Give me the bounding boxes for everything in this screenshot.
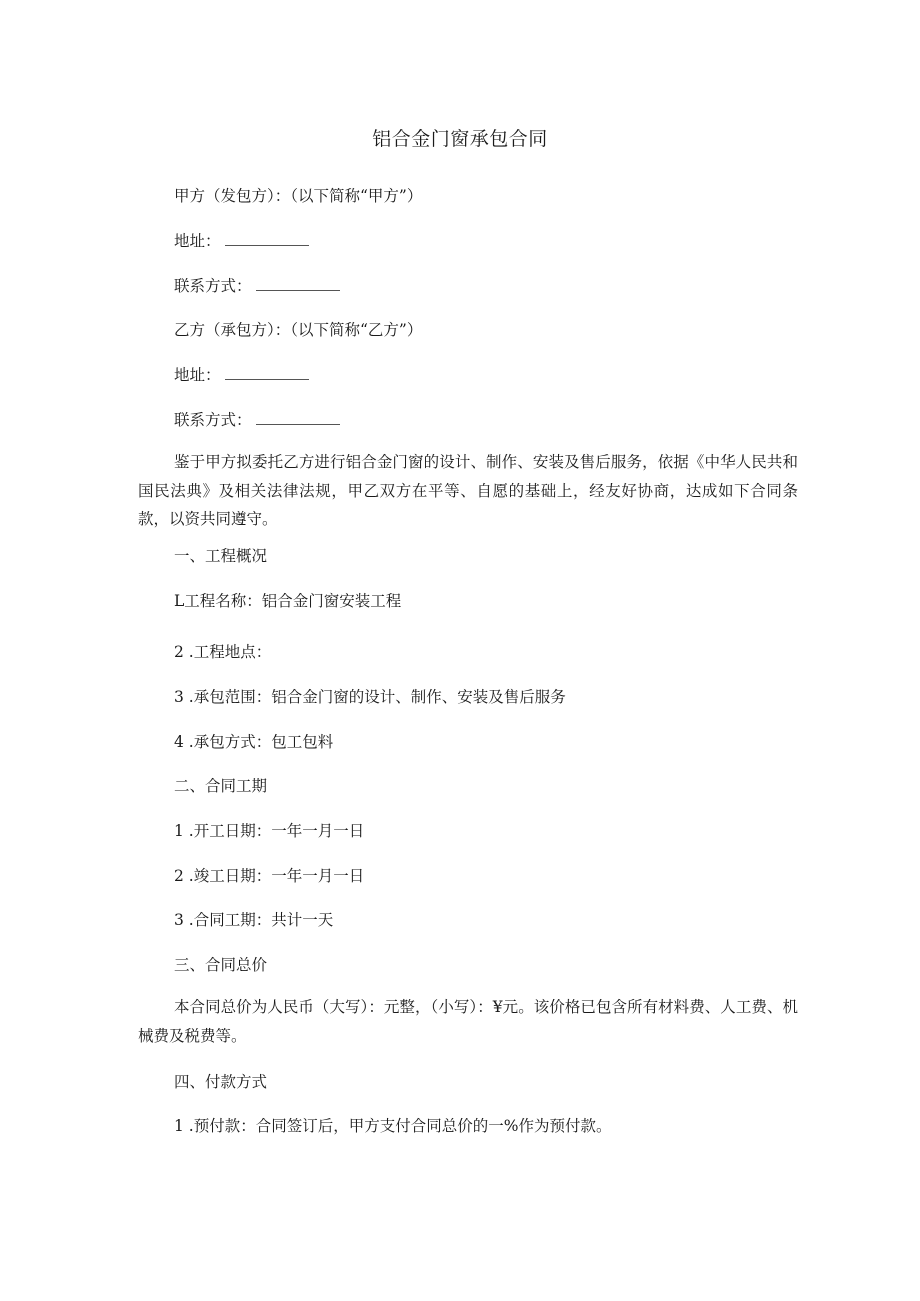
section4-heading: 四、付款方式 xyxy=(174,1073,268,1091)
party-a-contact-blank xyxy=(256,276,340,291)
party-a-address-label: 地址： xyxy=(174,232,221,250)
party-b-address-blank xyxy=(225,365,309,380)
preamble-paragraph: 鉴于甲方拟委托乙方进行铝合金门窗的设计、制作、安装及售后服务，依据《中华人民共和国民法典》及相关法律法规，甲乙双方在平等、自愿的基础上，经友好协商，达成如下合同条款，以资共同遵守。 xyxy=(138,453,798,528)
party-a-contact xyxy=(174,274,340,296)
section2-item-3: 3 .合同工期：共计一天 xyxy=(174,911,334,929)
section2-item-1: 1 .开工日期：一年一月一日 xyxy=(174,822,365,840)
section2-item-2: 2 .竣工日期：一年一月一日 xyxy=(174,867,365,885)
section4-item-1: 1 .预付款：合同签订后，甲方支付合同总价的一%作为预付款。 xyxy=(174,1117,612,1135)
party-b-address-label: 地址： xyxy=(174,366,221,384)
section3-heading: 三、合同总价 xyxy=(174,956,268,974)
party-b-contact xyxy=(174,408,340,430)
party-a-heading: 甲方（发包方）：（以下简称“甲方”） xyxy=(174,187,423,205)
section1-item-4: 4 .承包方式：包工包料 xyxy=(174,733,334,751)
section2-heading: 二、合同工期 xyxy=(174,777,268,795)
section1-item-3: 3 .承包范围：铝合金门窗的设计、制作、安装及售后服务 xyxy=(174,688,566,706)
document-title: 铝合金门窗承包合同 xyxy=(372,128,548,150)
section1-item-2: 2 .工程地点： xyxy=(174,643,272,661)
party-b-heading: 乙方（承包方）：（以下简称“乙方”） xyxy=(174,321,423,339)
section1-heading: 一、工程概况 xyxy=(174,547,268,565)
party-a-address xyxy=(174,229,309,251)
party-b-contact-blank xyxy=(256,410,340,425)
party-a-address-blank xyxy=(225,231,309,246)
party-b-address xyxy=(174,363,309,385)
section1-item-1: L工程名称：铝合金门窗安装工程 xyxy=(174,592,402,610)
party-a-contact-label: 联系方式： xyxy=(174,277,252,295)
section3-paragraph: 本合同总价为人民币（大写）：元整，（小写）：¥元。该价格已包含所有材料费、人工费、机械费及税费等。 xyxy=(138,998,798,1045)
party-b-contact-label: 联系方式： xyxy=(174,411,252,429)
